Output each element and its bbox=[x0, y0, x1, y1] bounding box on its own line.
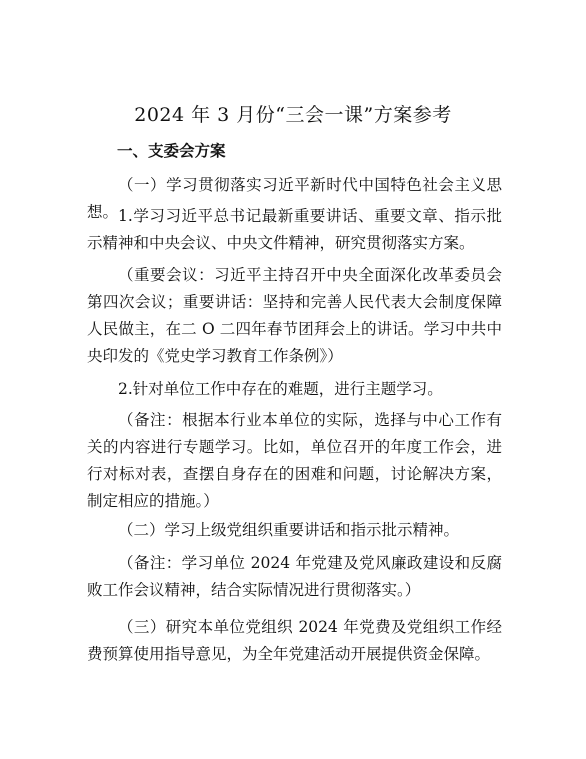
paragraph-study-thought: （一）学习贯彻落实习近平新时代中国特色社会主义思想。 bbox=[87, 176, 502, 221]
paragraph-important-meetings-note: （重要会议：习近平主持召开中央全面深化改革委员会第四次会议；重要讲话：坚持和完善人民代表大会制度保障人民做主，在二 O 二四年春节团拜会上的讲话。学习中共中央印发的《党史学习教育工作条例》） bbox=[87, 266, 502, 365]
paragraph-study-speeches: 1.学习习近平总书记最新重要讲话、重要文章、指示批示精神和中央会议、中央文件精神，研究贯彻落实方案。 bbox=[87, 207, 502, 252]
paragraph-party-fees-budget: （三）研究本单位党组织 2024 年党费及党组织工作经费预算使用指导意见，为全年党建活动开展提供资金保障。 bbox=[87, 618, 502, 663]
paragraph-theme-study-note: （备注：根据本行业本单位的实际，选择与中心工作有关的内容进行专题学习。比如，单位召开的年度工作会，进行对标对表，查摆自身存在的困难和问题，讨论解决方案，制定相应的措施。） bbox=[87, 411, 502, 510]
paragraph-superior-instructions: （二）学习上级党组织重要讲话和指示批示精神。 bbox=[118, 521, 460, 539]
section-heading: 一、支委会方案 bbox=[117, 141, 226, 160]
paragraph-superior-instructions-note: （备注：学习单位 2024 年党建及党风廉政建设和反腐败工作会议精神，结合实际情况进行贯彻落实。） bbox=[87, 554, 502, 599]
paragraph-theme-study: 2.针对单位工作中存在的难题，进行主题学习。 bbox=[118, 380, 443, 398]
document-title: 2024 年 3 月份“三会一课”方案参考 bbox=[134, 104, 452, 126]
